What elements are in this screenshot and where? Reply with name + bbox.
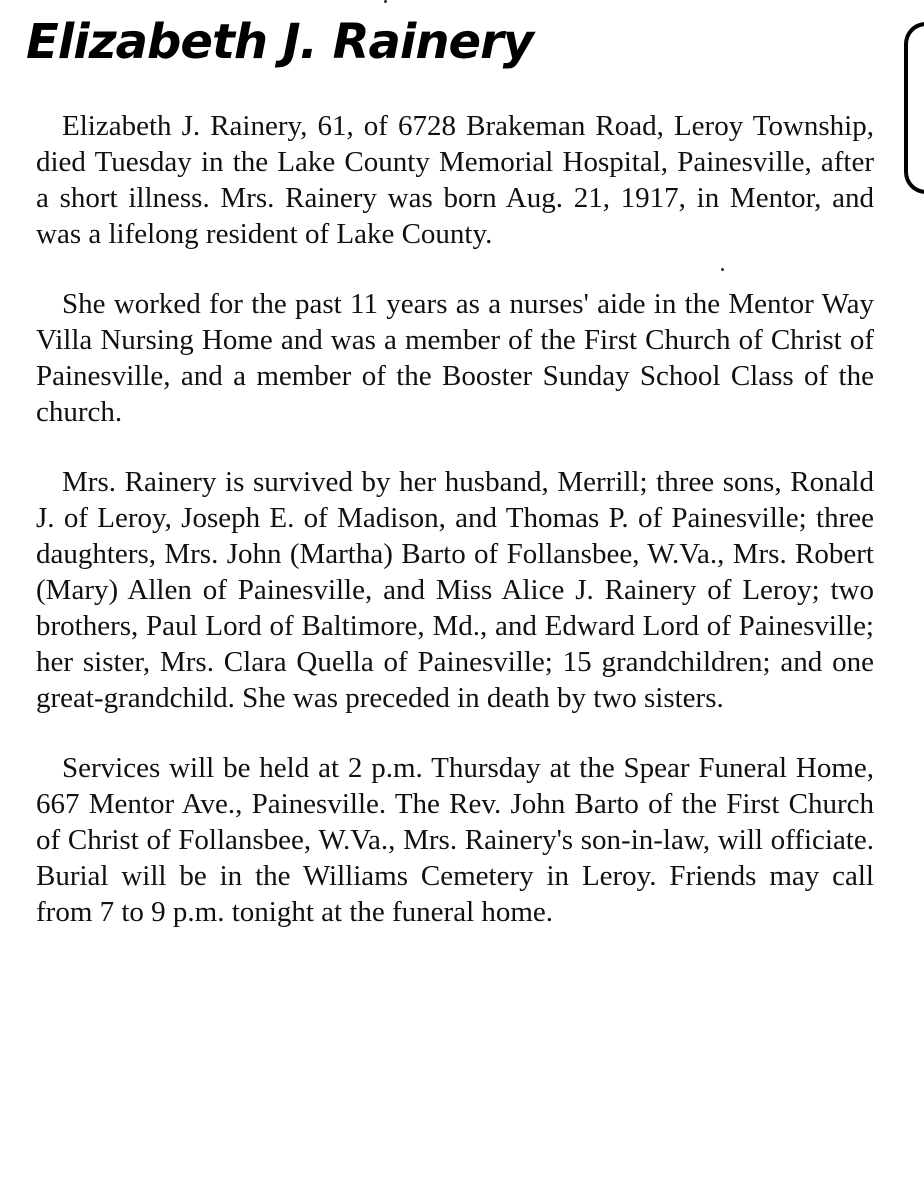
print-speck — [384, 0, 387, 3]
obituary-headline: Elizabeth J. Rainery — [26, 14, 534, 70]
paragraph-biography: Elizabeth J. Rainery, 61, of 6728 Brakeman Road, Leroy Township, died Tuesday in the Lake County Memorial Hospital, Painesville, after a short illness. Mrs. Rainery was born Aug. 21, 1917, in Mentor, and was a lifelong resident of Lake County. — [36, 110, 874, 250]
adjacent-column-edge — [904, 22, 924, 194]
paragraph-services: Services will be held at 2 p.m. Thursday at the Spear Funeral Home, 667 Mentor Ave., Painesville. The Rev. John Barto of the First Church of Christ of Follansbee, W.Va., Mrs. Rainery's son-in-law, will officiate. Burial will be in the Williams Cemetery in Leroy. Friends may call from 7 to 9 p.m. tonight at the funeral home. — [36, 752, 874, 928]
obituary-body — [36, 108, 874, 964]
paragraph-survivors: Mrs. Rainery is survived by her husband, Merrill; three sons, Ronald J. of Leroy, Joseph E. of Madison, and Thomas P. of Painesville; three daughters, Mrs. John (Martha) Barto of Follansbee, W.Va., Mrs. Robert (Mary) Allen of Painesville, and Miss Alice J. Rainery of Leroy; two brothers, Paul Lord of Baltimore, Md., and Edward Lord of Painesville; her sister, Mrs. Clara Quella of Painesville; 15 grandchildren; and one great-grandchild. She was preceded in death by two sisters. — [36, 466, 874, 714]
print-speck — [721, 268, 724, 271]
paragraph-work-church: She worked for the past 11 years as a nurses' aide in the Mentor Way Villa Nursing Home and was a member of the First Church of Christ of Painesville, and a member of the Booster Sunday School Class of the church. — [36, 288, 874, 428]
